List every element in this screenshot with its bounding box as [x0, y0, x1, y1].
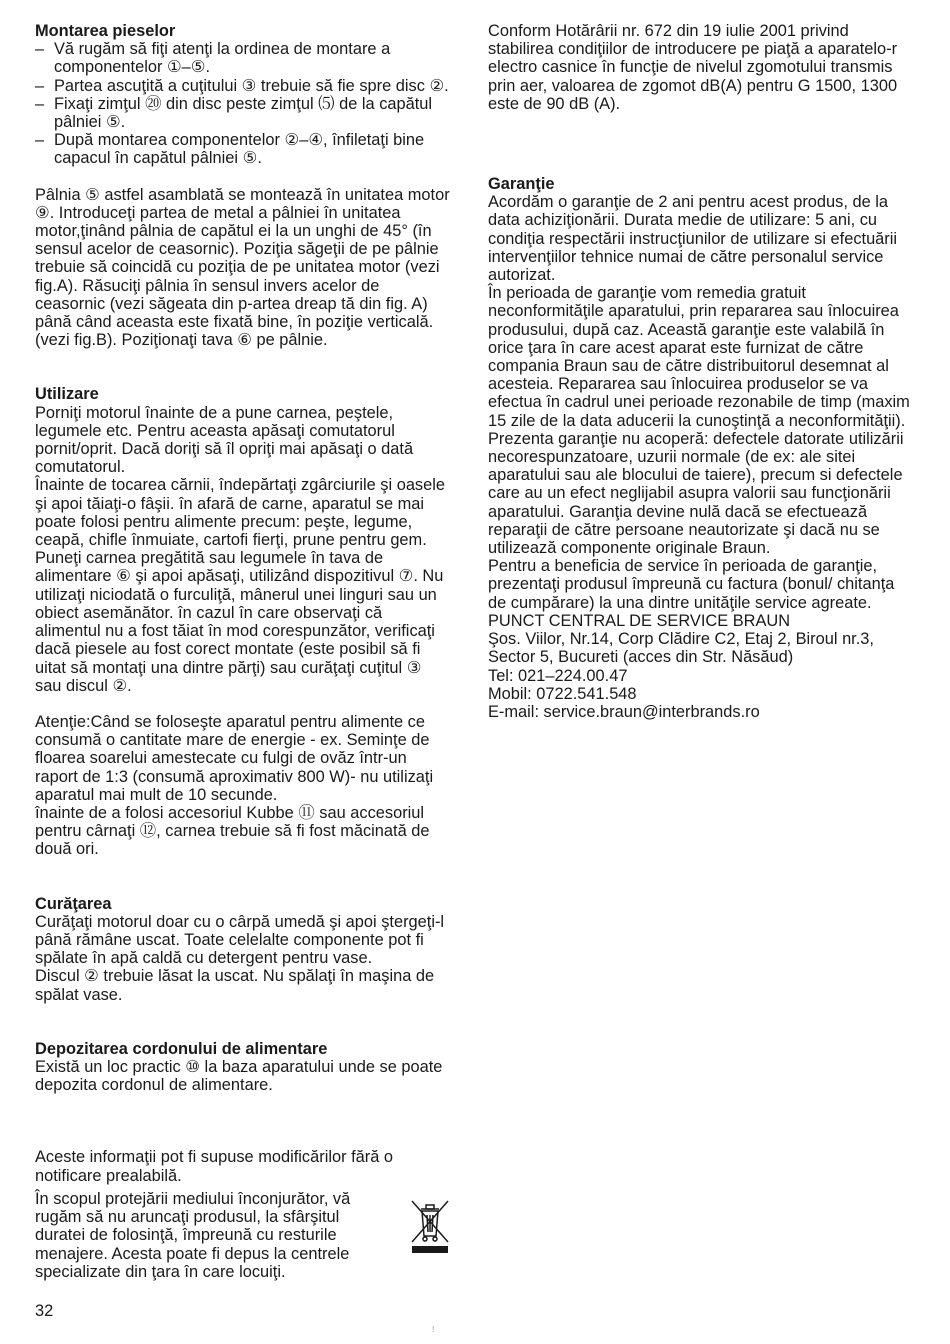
service-phone: Tel: 021–224.00.47 [488, 666, 628, 685]
service-center-title: PUNCT CENTRAL DE SERVICE BRAUN [488, 611, 791, 630]
paragraph: Discul ② trebuie lăsat la uscat. Nu spălaţi în maşina de spălat vase. [35, 967, 435, 1004]
environment-notice [35, 1190, 455, 1281]
section-montarea-pieselor [35, 22, 450, 349]
paragraph: Există un loc practic ⑩ la baza aparatului unde se poate depozita cordonul de alimentare. [35, 1057, 443, 1095]
list-item: – Partea ascuţită a cuţitului ③ trebuie să fie spre disc ②. [35, 77, 450, 95]
section-heading: Utilizare [35, 385, 99, 404]
paragraph: Atenţie:Când se foloseşte aparatul pentru alimente ce consumă o cantitate mare de energie - ex. Seminţe de floarea soarelui amestecate cu fulgi de ovăz într-un raport de 1:3 (consumă aproximativ 800 W)- nu utilizaţi aparatul mai mult de 10 secunde. [35, 712, 434, 804]
section-curatarea [35, 895, 450, 1004]
paragraph: Prezenta garanţie nu acoperă: defectele datorate utilizării necorespunzatoare, uzurii normale (de ex: ale sitei aparatului sau ale blocului de taiere), precum si defectele care au un efect neglijabil asupra valorii sau funcţionării aparatului. Garanţia devine nulă dacă se efectuează reparaţii de către persoane neautorizate şi dacă nu se utilizează componente originale Braun. [488, 429, 904, 558]
section-depozitarea [35, 1040, 450, 1095]
service-email: E-mail: service.braun@interbrands.ro [488, 702, 760, 721]
paragraph: Curăţaţi motorul doar cu o cârpă umedă şi apoi ştergeţi-l până rămâne uscat. Toate celelalte componente pot fi spălate în apă caldă cu detergent pentru vase. [35, 912, 445, 968]
section-utilizare [35, 385, 450, 858]
section-heading: Depozitarea cordonului de alimentare [35, 1039, 328, 1058]
list-item: – După montarea componentelor ②–④, înfiletaţi bine capacul în capătul pâlniei ⑤. [35, 131, 450, 167]
paragraph: Porniţi motorul înainte de a pune carnea, peştele, legumele etc. Pentru aceasta apăsaţi comutatorul pornit/oprit. Dacă doriţi să îl opriţi mai apăsaţi o dată comutatorul. [35, 403, 414, 477]
section-garantie [488, 175, 913, 721]
footer-mark: ! [432, 1325, 435, 1334]
crossed-out-bin-icon [410, 1198, 450, 1254]
paragraph: înainte de a folosi accesoriul Kubbe ⑪ sau accesoriul pentru cârnaţi ⑫, carnea trebuie să fi fost măcinată de două ori. [35, 803, 430, 859]
paragraph: Pentru a beneficia de service în perioada de garanţie, prezentaţi produsul împreună cu factura (bonul/ chitanţa de cumpărare) la una dintre unităţile service agreate. [488, 557, 895, 612]
paragraph: Pâlnia ⑤ astfel asamblată se montează în unitatea motor ⑨. Introduceţi partea de metal a pâlniei în unitatea motor,ţinând pâlnia de capătul ei la un unghi de 45° (în sensul acelor de ceasornic). Poziţia săgeţii de pe pâlnie trebuie să coincidă cu poziţia de pe unitatea motor (vezi fig.A). Răsuciţi pâlnia în sensul invers acelor de ceasornic (vezi săgeata din p-artea dreap tă din fig. A) până când aceasta este fixată bine, în poziţie verticală. (vezi fig.B). Poziţionaţi tava ⑥ pe pâlnie. [35, 185, 450, 350]
service-address: Şos. Viilor, Nr.14, Corp Clădire C2, Etaj 2, Biroul nr.3, Sector 5, Bucureti (acces din Str. Năsăud) [488, 630, 874, 667]
modification-notice: Aceste informaţii pot fi supuse modificărilor fără o notificare prealabilă. [35, 1148, 394, 1185]
left-column [35, 22, 450, 1185]
assembly-steps-list [35, 40, 450, 167]
environment-text: În scopul protejării mediului înconjurător, vă rugăm să nu aruncaţi produsul, la sfârşitul duratei de folosinţă, împreună cu resturile menajere. Acesta poate fi depus la centrele specializate din ţara în care locuiţi. [35, 1190, 351, 1281]
paragraph: Acordăm o garanţie de 2 ani pentru acest produs, de la data achiziţionării. Durata medie de utilizare: 5 ani, cu condiţia respectării instrucţiunilor de utilizare si efectuării intervenţiilor tehnice numai de către personalul service autorizat. [488, 193, 898, 285]
paragraph: În perioada de garanţie vom remedia gratuit neconformităţile aparatului, prin repararea sau înlocuirea produsului, după caz. Această garanţie este valabilă în orice ţara în care acest aparat este furnizat de către compania Braun sau de către distribuitorul desemnat al acesteia. Repararea sau înlocuirea produselor se va efectua în cadrul unei perioade rezonabile de timp (maxim 15 zile de la data aducerii la cunoştinţă a neconformităţii). [488, 284, 910, 430]
noise-regulation-paragraph: Conform Hotărârii nr. 672 din 19 iulie 2001 privind stabilirea condiţiilor de introducere pe piaţă a aparatelo-r electro casnice în funcţie de nivelul zgomotului transmis prin aer, valoarea de zgomot dB(A) pentru G 1500, 1300 este de 90 dB (A). [488, 22, 898, 113]
section-heading: Garanţie [488, 175, 555, 194]
list-item: – Fixaţi zimţul ⑳ din disc peste zimţul ⑸ de la capătul pâlniei ⑤. [35, 95, 450, 131]
section-heading: Montarea pieselor [35, 22, 176, 40]
list-item: – Vă rugăm să fiţi atenţi la ordinea de montare a componentelor ①–⑤. [35, 40, 450, 76]
paragraph: Înainte de tocarea cărnii, îndepărtaţi zgârciurile şi oasele şi apoi tăiaţi-o fâşii. în afară de carne, aparatul se mai poate folosi pentru alimente precum: peşte, legume, ceapă, chifle înmuiate, cartofi fierţi, prune pentru gem. Puneţi carnea pregătită sau legumele în tava de alimentare ⑥ şi apoi apăsaţi, utilizând dispozitivul ⑦. Nu utilizaţi niciodată o furculiţă, mânerul unei linguri sau un obiect asemănător. în cazul în care observaţi că alimentul nu a fost tăiat în mod corespunzător, verificaţi dacă piesele au fost corect montate (este posibil să fi uitat să montaţi una dintre părţi) sau curăţaţi cuţitul ③ sau discul ②. [35, 476, 445, 695]
page-number: 32 [35, 1302, 54, 1320]
right-column [488, 22, 913, 721]
service-mobile: Mobil: 0722.541.548 [488, 684, 637, 703]
section-heading: Curăţarea [35, 894, 112, 913]
